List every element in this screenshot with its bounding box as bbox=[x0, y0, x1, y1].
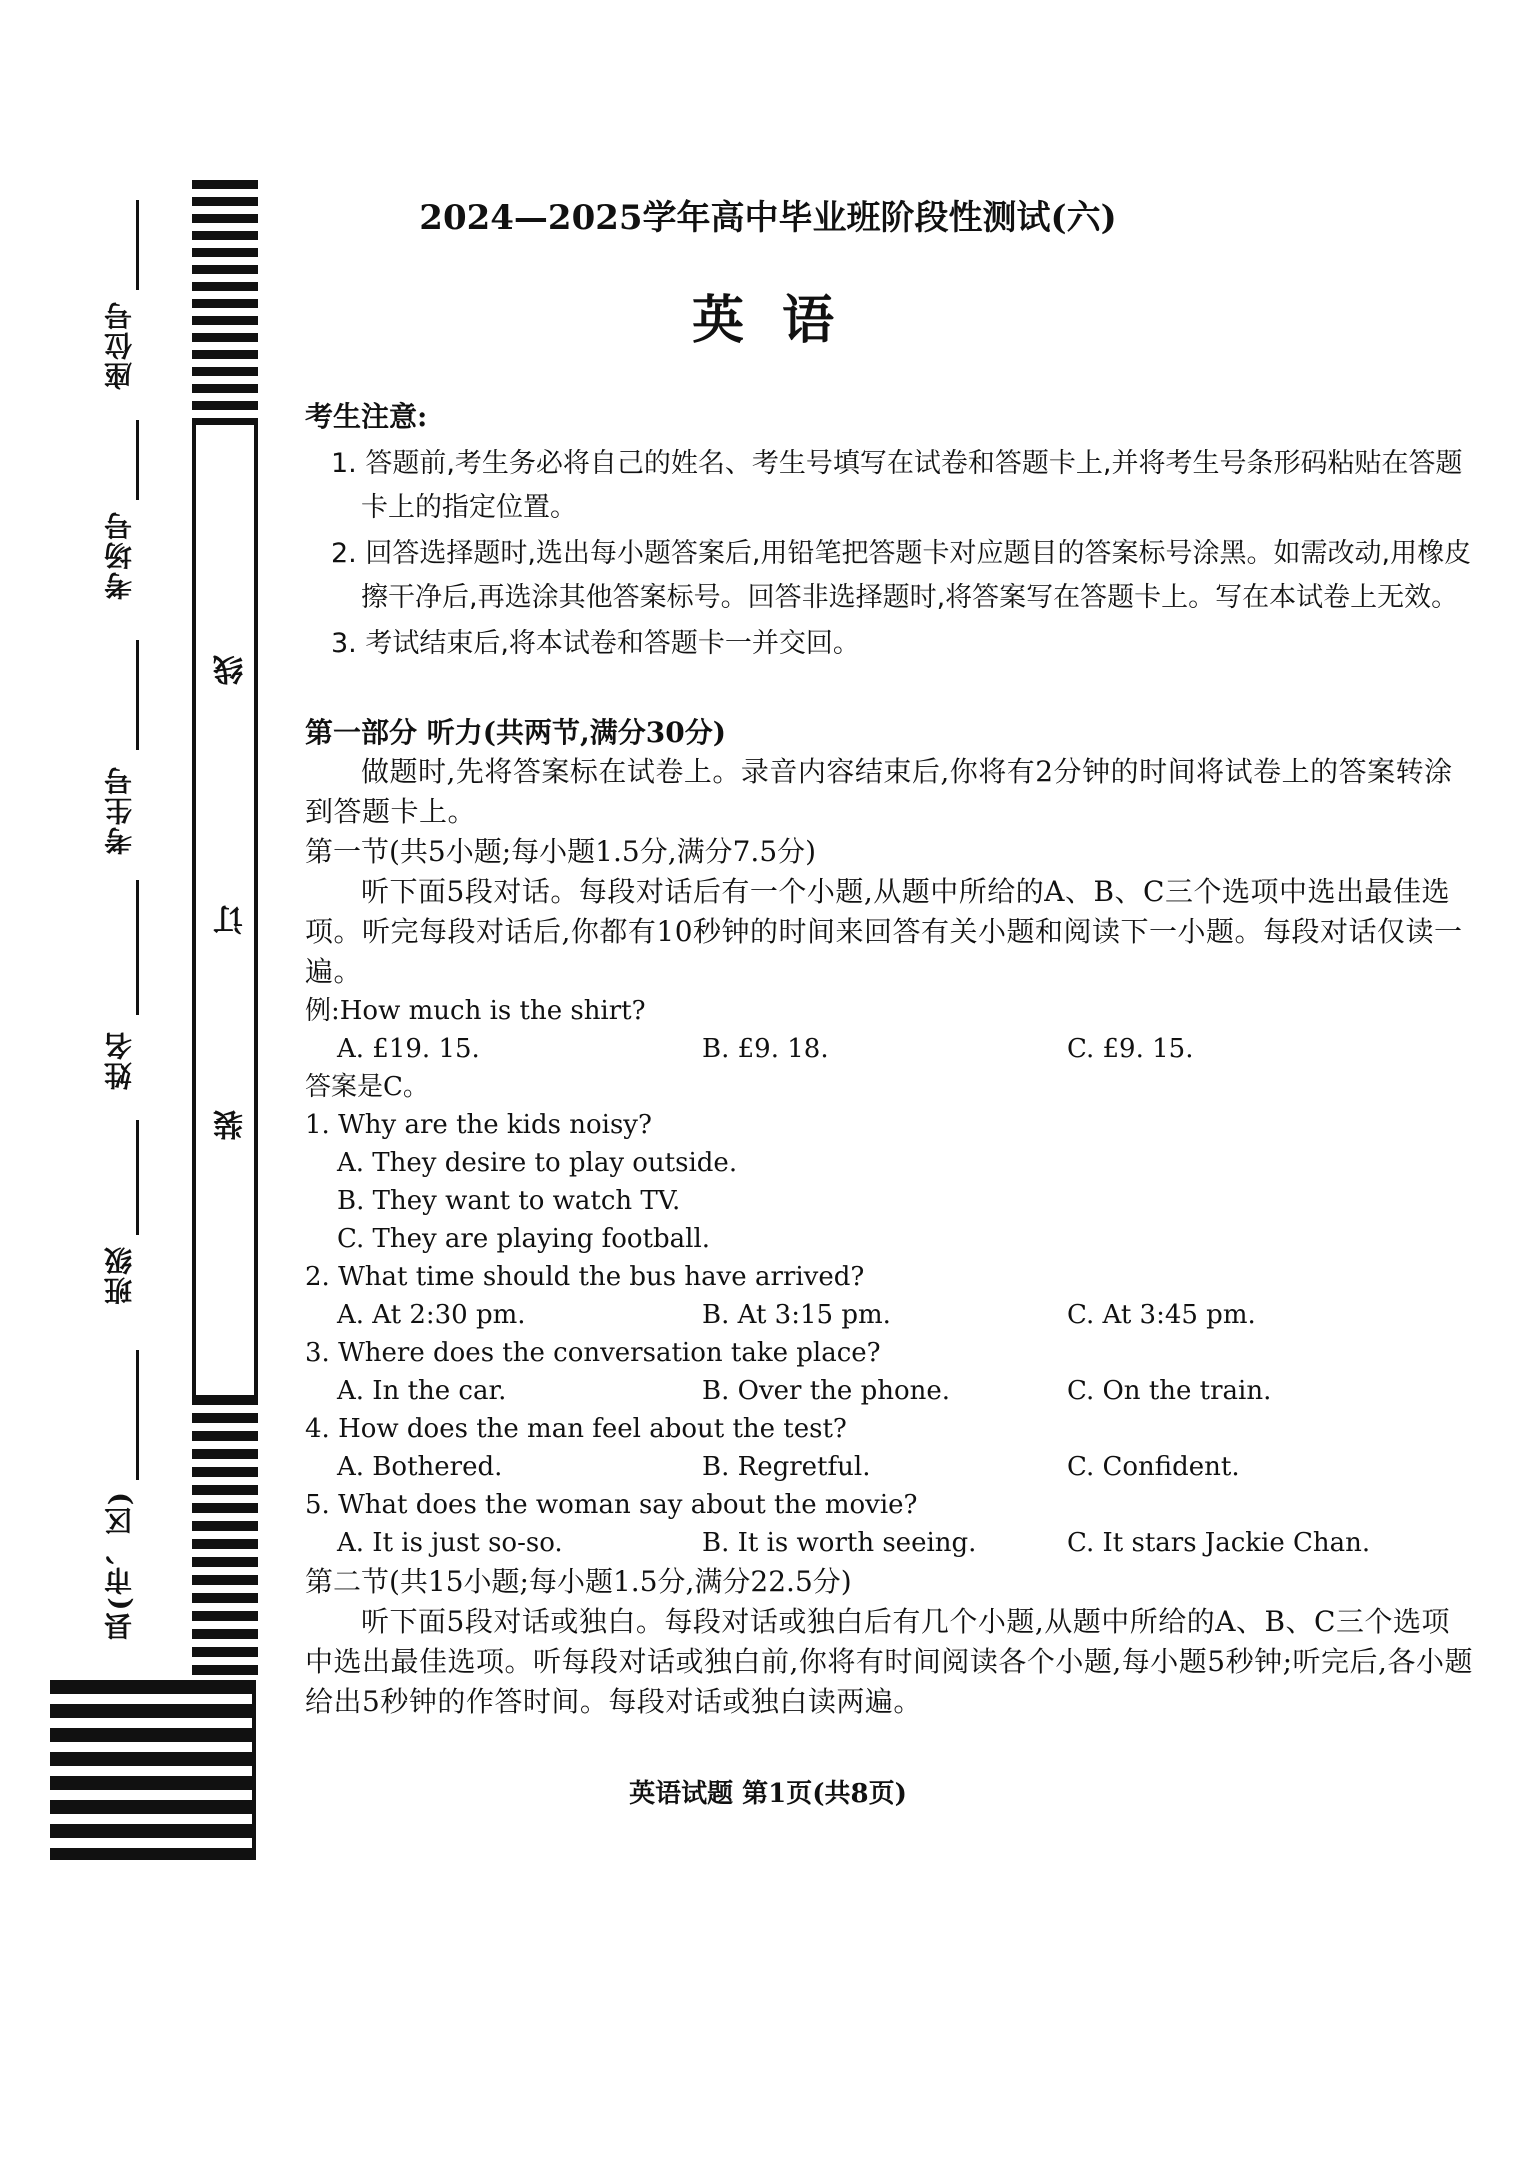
option-c: C. It stars Jackie Chan. bbox=[1067, 1528, 1371, 1558]
county-label: 县(市、区) bbox=[103, 1490, 136, 1641]
question-options bbox=[305, 1448, 1475, 1486]
notice-item: 2. 回答选择题时,选出每小题答案后,用铅笔把答题卡对应题目的答案标号涂黑。如需改动,用橡皮擦干净后,再选涂其他答案标号。回答非选择题时,将答案写在答题卡上。写在本试卷上无效。 bbox=[331, 538, 1472, 613]
question-text: 4. How does the man feel about the test? bbox=[305, 1414, 847, 1444]
option-a: A. £19. 15. bbox=[337, 1034, 480, 1064]
example-answer: 答案是C。 bbox=[305, 1072, 429, 1102]
question-block bbox=[305, 1106, 1475, 1258]
part1-heading: 第一部分 听力(共两节,满分30分) bbox=[305, 716, 726, 749]
option-c: C. They are playing football. bbox=[337, 1224, 711, 1254]
question-block bbox=[305, 1258, 1475, 1334]
option-a: A. Bothered. bbox=[337, 1452, 503, 1482]
option-b: B. Over the phone. bbox=[702, 1376, 951, 1406]
section2-heading: 第二节(共15小题;每小题1.5分,满分22.5分) bbox=[305, 1565, 852, 1598]
bind-char-staple: 订 bbox=[214, 905, 249, 935]
notice-item: 1. 答题前,考生务必将自己的姓名、考生号填写在试卷和答题卡上,并将考生号条形码粘贴在答题卡上的指定位置。 bbox=[331, 448, 1463, 523]
option-a: A. They desire to play outside. bbox=[337, 1148, 738, 1178]
example-block bbox=[305, 992, 1475, 1106]
subject-title: 英 语 bbox=[691, 290, 845, 351]
barcode-stripes-bottom bbox=[192, 1395, 258, 1680]
bind-char-line: 线 bbox=[214, 655, 249, 685]
question-text: 1. Why are the kids noisy? bbox=[305, 1110, 652, 1140]
option-a: A. At 2:30 pm. bbox=[337, 1300, 526, 1330]
example-options bbox=[305, 1030, 1475, 1068]
option-b: B. They want to watch TV. bbox=[337, 1186, 681, 1216]
class-label: 班级 bbox=[103, 1245, 136, 1305]
barcode-edge-line bbox=[252, 1680, 256, 1860]
exam-body bbox=[305, 398, 1475, 1722]
name-line[interactable] bbox=[136, 880, 139, 1015]
question-options bbox=[305, 1524, 1475, 1562]
exam-room-label: 考场号 bbox=[103, 510, 136, 600]
option-c: C. On the train. bbox=[1067, 1376, 1272, 1406]
exam-title: 2024—2025学年高中毕业班阶段性测试(六) bbox=[419, 198, 1117, 238]
notice-item: 3. 考试结束后,将本试卷和答题卡一并交回。 bbox=[331, 628, 860, 659]
option-b: B. £9. 18. bbox=[702, 1034, 829, 1064]
option-c: C. £9. 15. bbox=[1067, 1034, 1194, 1064]
question-options bbox=[305, 1296, 1475, 1334]
section1-heading: 第一节(共5小题;每小题1.5分,满分7.5分) bbox=[305, 835, 817, 868]
question-options bbox=[305, 1372, 1475, 1410]
section1-instructions: 听下面5段对话。每段对话后有一个小题,从题中所给的A、B、C三个选项中选出最佳选项。听完每段对话后,你都有10秒钟的时间来回答有关小题和阅读下一小题。每段对话仅读一遍。 bbox=[305, 875, 1463, 988]
notice-heading: 考生注意: bbox=[305, 400, 428, 433]
question-block bbox=[305, 1486, 1475, 1562]
county-line[interactable] bbox=[136, 1350, 139, 1480]
option-a: A. In the car. bbox=[337, 1376, 507, 1406]
bind-char-bind: 装 bbox=[214, 1110, 249, 1140]
name-label: 姓名 bbox=[103, 1030, 136, 1090]
section2-instructions: 听下面5段对话或独白。每段对话或独白后有几个小题,从题中所给的A、B、C三个选项中选出最佳选项。听每段对话或独白前,你将有时间阅读各个小题,每小题5秒钟;听完后,各小题给出5秒钟的作答时间。每段对话或独白读两遍。 bbox=[305, 1605, 1473, 1718]
option-b: B. At 3:15 pm. bbox=[702, 1300, 891, 1330]
seat-number-label: 座位号 bbox=[103, 300, 136, 390]
option-c: C. At 3:45 pm. bbox=[1067, 1300, 1256, 1330]
part1-intro: 做题时,先将答案标在试卷上。录音内容结束后,你将有2分钟的时间将试卷上的答案转涂到答题卡上。 bbox=[305, 755, 1453, 828]
option-b: B. It is worth seeing. bbox=[702, 1528, 977, 1558]
question-text: 5. What does the woman say about the movie? bbox=[305, 1490, 918, 1520]
student-id-label: 考生号 bbox=[103, 765, 136, 855]
option-c: C. Confident. bbox=[1067, 1452, 1240, 1482]
question-text: 3. Where does the conversation take place? bbox=[305, 1338, 881, 1368]
page-footer: 英语试题 第1页(共8页) bbox=[629, 1779, 907, 1809]
example-question: 例:How much is the shirt? bbox=[305, 996, 646, 1026]
option-b: B. Regretful. bbox=[702, 1452, 871, 1482]
question-text: 2. What time should the bus have arrived? bbox=[305, 1262, 865, 1292]
question-block bbox=[305, 1334, 1475, 1410]
exam-room-line[interactable] bbox=[136, 420, 139, 500]
class-line[interactable] bbox=[136, 1120, 139, 1235]
question-block bbox=[305, 1410, 1475, 1486]
barcode-stripes-corner bbox=[50, 1680, 256, 1860]
notice-block bbox=[305, 398, 1475, 666]
option-a: A. It is just so-so. bbox=[337, 1528, 563, 1558]
student-id-line[interactable] bbox=[136, 640, 139, 750]
